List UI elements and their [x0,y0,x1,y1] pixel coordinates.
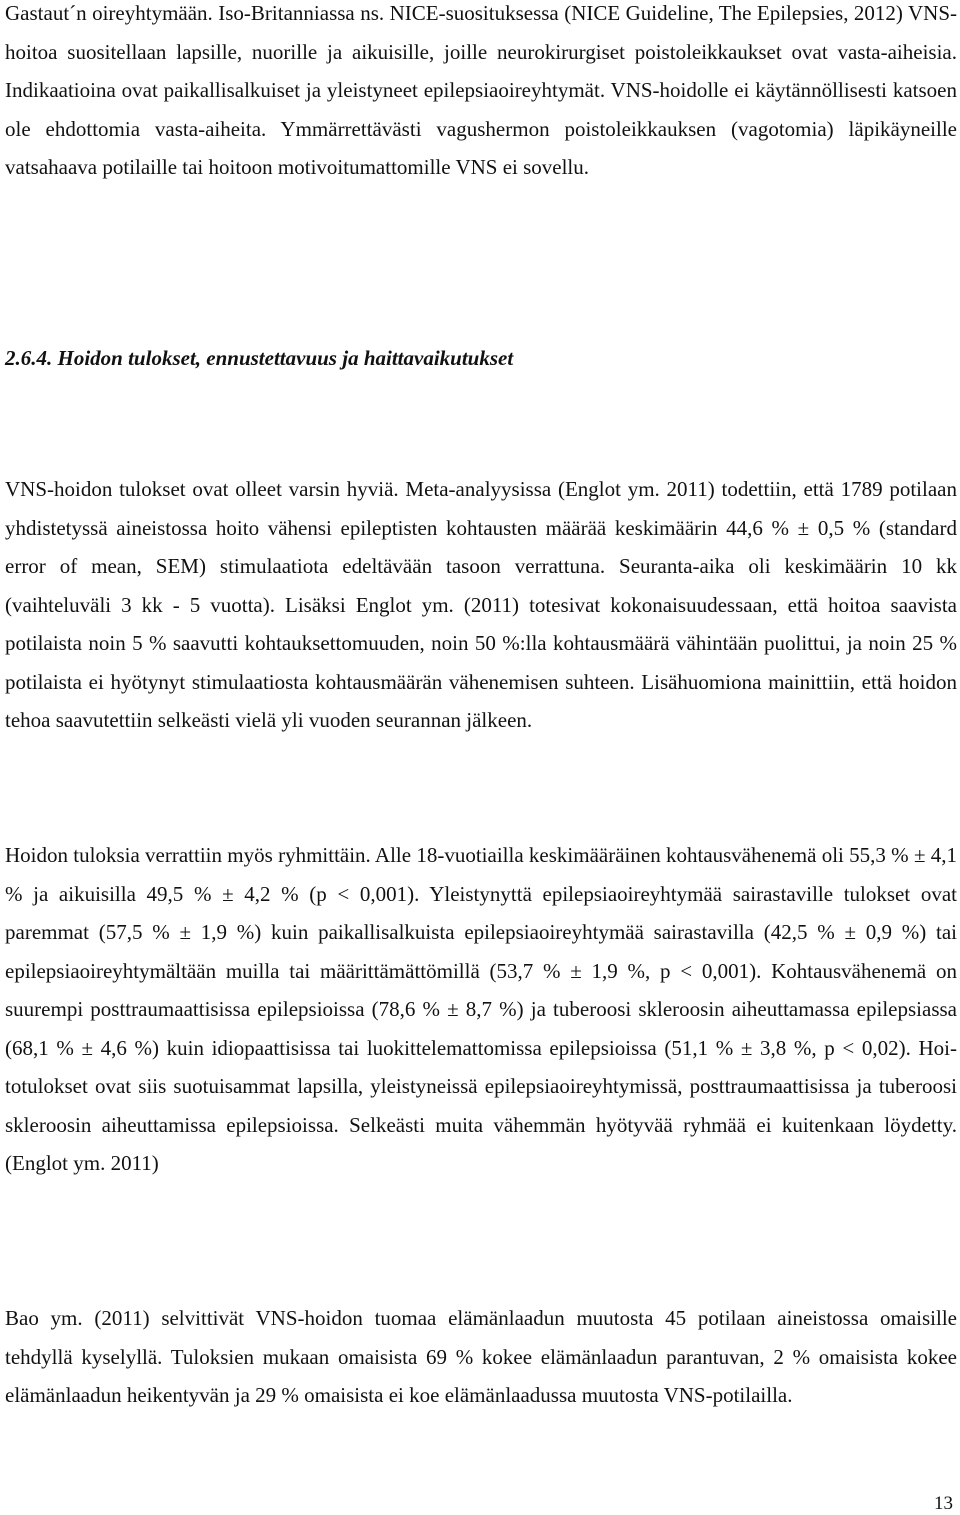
document-page [5,0,957,1515]
paragraph-quality-of-life: Bao ym. (2011) selvittivät VNS-hoidon tuomaa elämänlaadun muutosta 45 potilaan aineistossa omaisille tehdyllä kyselyllä. Tuloksien mukaan omaisista 69 % kokee elämänlaadun parantuvan, 2 % omaisista kokee elämänlaadun heikentyvän ja 29 % omaisista ei koe elämänlaadussa muutosta VNS-potilailla. [5,1306,957,1407]
paragraph-vns-results: VNS-hoidon tulokset ovat olleet varsin hyviä. Meta-analyysissa (Englot ym. 2011) todettiin, että 1789 potilaan yhdistetyssä aineistossa hoito vähensi epileptisten kohtausten määrää keskimäärin 44,6 % ± 0,5 % (standard error of mean, SEM) stimulaatiota edeltävään tasoon verrattuna. Seuranta-aika oli keskimäärin 10 kk (vaihteluväli 3 kk - 5 vuotta). Lisäksi Englot ym. (2011) totesivat kokonaisuudessaan, että hoitoa saavista potilaista noin 5 % saavutti kohtauksettomuuden, noin 50 %:lla kohtausmäärä vähintään puolittui, ja noin 25 % potilaista ei hyötynyt stimulaatiosta kohtausmäärän vähenemisen suhteen. Lisähuomiona mainittiin, että hoidon tehoa saavutettiin selkeästi vielä yli vuoden seurannan jälkeen. [5,477,957,732]
section-heading: 2.6.4. Hoidon tulokset, ennustettavuus ja haittavaikutukset [5,346,514,370]
page-number: 13 [934,1493,953,1514]
paragraph-group-comparison: Hoidon tuloksia verrattiin myös ryhmittäin. Alle 18-vuotiailla keskimääräinen kohtausvähenemä oli 55,3 % ± 4,1 % ja aikuisilla 49,5 % ± 4,2 % (p < 0,001). Yleistynyttä epilepsiaoireyhtymää sairastaville tulokset ovat paremmat (57,5 % ± 1,9 %) kuin paikallisalkuista epilepsiaoireyhtymää sairastavilla (42,5 % ± 0,9 %) tai epilepsiaoireyhtymältään muilla tai määrittämättömillä (53,7 % ± 1,9 %, p < 0,001). Kohtausvähenemä on suurempi posttraumaattisissa epilepsioissa (78,6 % ± 8,7 %) ja tuberoosi skleroosin aiheuttamassa epilepsiassa (68,1 % ± 4,6 %) kuin idiopaattisissa tai luokittelemattomissa epilepsioissa (51,1 % ± 3,8 %, p < 0,02). Hoitotulokset ovat siis suotuisammat lapsilla, yleistyneissä epilepsiaoireyhtymissä, posttraumaattisissa ja tuberoosi skleroosin aiheuttamissa epilepsioissa. Selkeästi muita vähemmän hyötyvää ryhmää ei kuitenkaan löydetty. (Englot ym. 2011) [5,843,957,1175]
paragraph-vns-recommendations: Gastaut´n oireyhtymään. Iso-Britanniassa ns. NICE-suosituksessa (NICE Guideline, The Epilepsies, 2012) VNS-hoitoa suositellaan lapsille, nuorille ja aikuisille, joille neurokirurgiset poistoleikkaukset ovat vasta-aiheisia. Indikaatioina ovat paikallisalkuiset ja yleistyneet epilepsiaoireyhtymät. VNS-hoidolle ei käytännöllisesti katsoen ole ehdottomia vasta-aiheita. Ymmärrettävästi vagushermon poistoleikkauksen (vagotomia) läpikäyneille vatsahaava potilaille tai hoitoon motivoitumattomille VNS ei sovellu. [5,1,957,179]
